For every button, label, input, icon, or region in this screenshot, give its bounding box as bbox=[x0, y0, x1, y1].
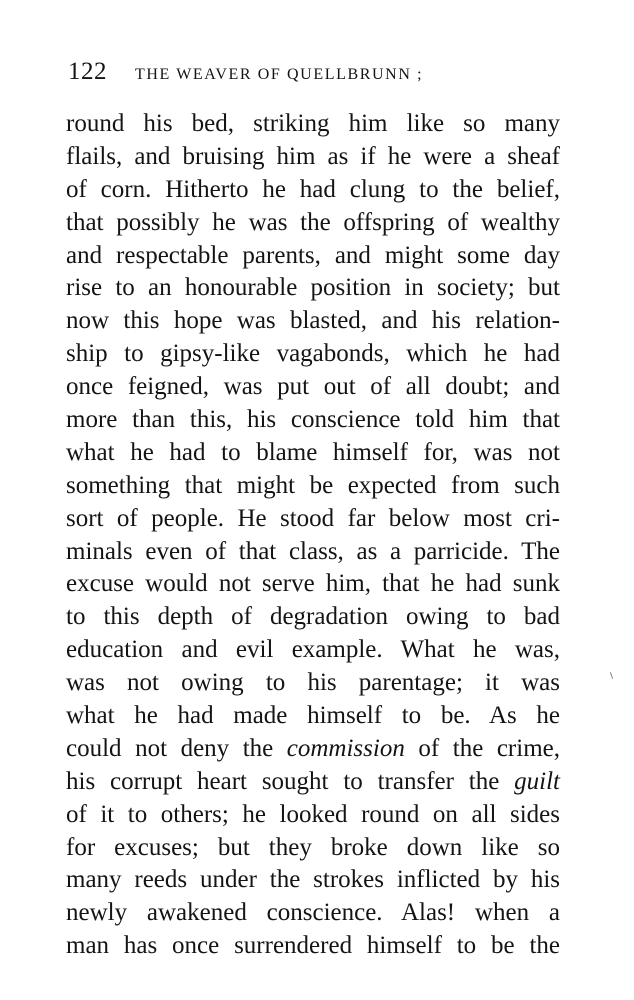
text-segment: what he had to blame himself for, was not bbox=[66, 438, 560, 466]
text-line bbox=[66, 733, 560, 766]
text-segment: sort of people. He stood far below most cri- bbox=[66, 504, 560, 532]
text-line bbox=[66, 799, 560, 832]
text-line bbox=[66, 832, 560, 865]
text-line bbox=[66, 371, 560, 404]
text-segment: now this hope was blasted, and his relation- bbox=[66, 307, 560, 335]
text-line bbox=[66, 503, 560, 536]
text-segment: of corn. Hitherto he had clung to the belief, bbox=[66, 175, 560, 203]
text-segment: his corrupt heart sought to transfer the bbox=[66, 767, 515, 795]
text-line bbox=[66, 174, 560, 207]
text-segment: newly awakened conscience. Alas! when a bbox=[66, 899, 560, 927]
text-line bbox=[66, 864, 560, 897]
text-line bbox=[66, 338, 560, 371]
text-line bbox=[66, 437, 560, 470]
text-segment: something that might be expected from such bbox=[66, 471, 560, 499]
text-segment: once feigned, was put out of all doubt; and bbox=[66, 373, 560, 401]
italic-text: commission bbox=[286, 734, 405, 762]
text-line bbox=[66, 568, 560, 601]
text-segment: rise to an honourable position in society; but bbox=[66, 274, 560, 302]
text-line bbox=[66, 536, 560, 569]
running-title: THE WEAVER OF QUELLBRUNN ; bbox=[135, 66, 424, 83]
text-segment: to this depth of degradation owing to bad bbox=[66, 603, 560, 631]
text-segment: man has once surrendered himself to be the bbox=[66, 932, 560, 960]
text-line bbox=[66, 667, 560, 700]
text-segment: many reeds under the strokes inflicted by his bbox=[66, 866, 560, 894]
text-line bbox=[66, 305, 560, 338]
text-line bbox=[66, 272, 560, 305]
text-segment: of it to others; he looked round on all sides bbox=[66, 800, 560, 828]
text-line bbox=[66, 601, 560, 634]
text-line bbox=[66, 141, 560, 174]
body-text bbox=[66, 108, 560, 963]
italic-text: guilt bbox=[514, 767, 560, 795]
page-number: 122 bbox=[68, 58, 107, 85]
text-line bbox=[66, 897, 560, 930]
text-line bbox=[66, 470, 560, 503]
text-line bbox=[66, 108, 560, 141]
text-line bbox=[66, 404, 560, 437]
text-line bbox=[66, 634, 560, 667]
page-header bbox=[68, 58, 568, 92]
text-line bbox=[66, 930, 560, 963]
text-segment: minals even of that class, as a parricide. The bbox=[66, 537, 560, 565]
text-segment: for excuses; but they broke down like so bbox=[66, 833, 560, 861]
text-segment: of the crime, bbox=[404, 734, 560, 762]
text-segment: and respectable parents, and might some day bbox=[66, 241, 560, 269]
text-segment: ship to gipsy-like vagabonds, which he had bbox=[66, 340, 560, 368]
text-line bbox=[66, 207, 560, 240]
text-segment: could not deny the bbox=[66, 734, 287, 762]
text-segment: what he had made himself to be. As he bbox=[66, 702, 560, 730]
text-line bbox=[66, 240, 560, 273]
text-segment: round his bed, striking him like so many bbox=[66, 110, 560, 137]
text-segment: flails, and bruising him as if he were a sheaf bbox=[66, 142, 560, 170]
text-line bbox=[66, 700, 560, 733]
text-segment: was not owing to his parentage; it was bbox=[66, 669, 560, 697]
text-line bbox=[66, 766, 560, 799]
text-segment: excuse would not serve him, that he had sunk bbox=[66, 570, 560, 598]
text-segment: that possibly he was the offspring of wealthy bbox=[66, 208, 560, 236]
stray-mark bbox=[610, 672, 613, 679]
text-segment: more than this, his conscience told him that bbox=[66, 406, 560, 434]
text-segment: education and evil example. What he was, bbox=[66, 636, 560, 664]
